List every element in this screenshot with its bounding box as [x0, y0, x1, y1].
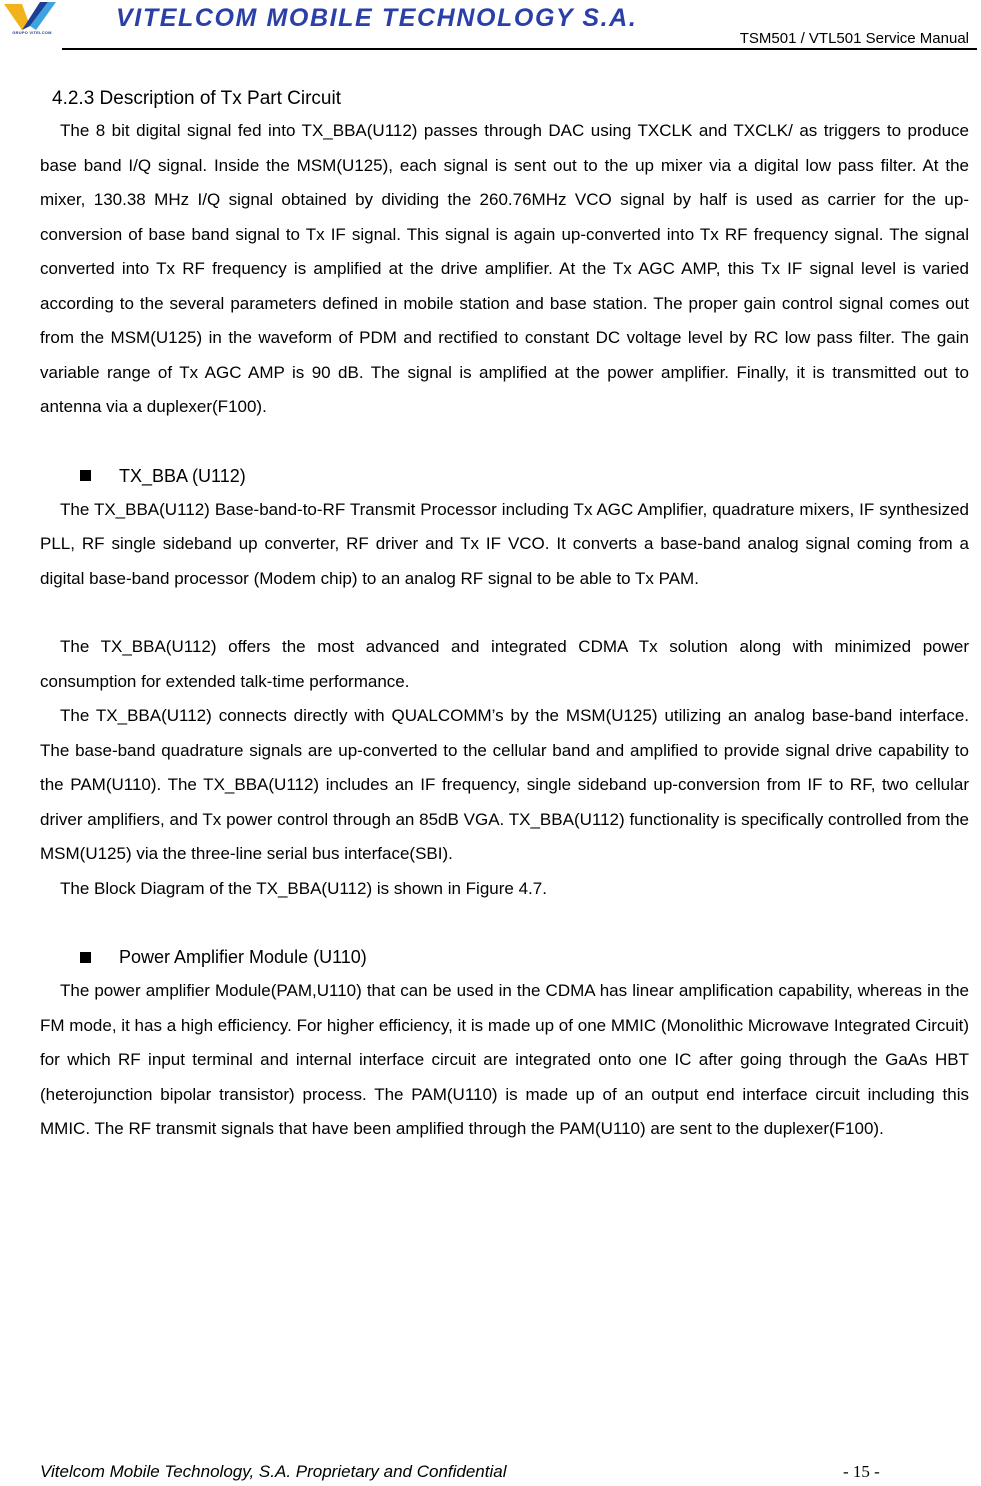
bullet-square-icon — [80, 952, 91, 963]
section-title: 4.2.3 Description of Tx Part Circuit — [52, 88, 341, 109]
txbba-heading — [80, 459, 969, 493]
txbba-paragraph-1: The TX_BBA(U112) Base-band-to-RF Transmit Processor including Tx AGC Amplifier, quadrature mixers, IF synthesized PLL, RF single sideband up converter, RF driver and Tx IF VCO. It converts a base-band analog signal coming from a digital base-band processor (Modem chip) to an analog RF signal to be able to Tx PAM. — [40, 499, 969, 588]
spacer — [40, 425, 969, 459]
pam-paragraph: The power amplifier Module(PAM,U110) that can be used in the CDMA has linear amplification capability, whereas in the FM mode, it has a high efficiency. For higher efficiency, it is made up of one MMIC (Monolithic Microwave Integrated Circuit) for which RF input terminal and internal interface circuit are integrated onto one IC after going through the GaAs HBT (heterojunction bipolar transistor) process. The PAM(U110) is made up of an output end interface circuit including this MMIC. The RF transmit signals that have been amplified through the PAM(U110) are sent to the duplexer(F100). — [40, 981, 969, 1138]
page-header — [0, 0, 981, 52]
txbba-paragraph-2: The TX_BBA(U112) offers the most advanced and integrated CDMA Tx solution along with minimized power consumption for extended talk-time performance. — [40, 637, 969, 691]
intro-paragraph: The 8 bit digital signal fed into TX_BBA(U112) passes through DAC using TXCLK and TXCLK/ as triggers to produce base band I/Q signal. Inside the MSM(U125), each signal is sent out to the up mixer via a digital low pass filter. At the mixer, 130.38 MHz I/Q signal obtained by dividing the 260.76MHz VCO signal by half is used as carrier for the up-conversion of base band signal to Tx IF signal. This signal is again up-converted into Tx RF frequency signal. The signal converted into Tx RF frequency is amplified at the drive amplifier. At the Tx AGC AMP, this Tx IF signal level is varied according to the several parameters defined in mobile station and base station. The proper gain control signal comes out from the MSM(U125) in the waveform of PDM and rectified to constant DC voltage level by RC low pass filter. The gain variable range of Tx AGC AMP is 90 dB. The signal is amplified at the power amplifier. Finally, it is transmitted out to antenna via a duplexer(F100). — [40, 121, 969, 416]
pam-heading-text: Power Amplifier Module (U110) — [119, 947, 367, 967]
manual-title: TSM501 / VTL501 Service Manual — [739, 30, 969, 47]
page-number: - 15 - — [843, 1462, 880, 1481]
txbba-paragraph-4: The Block Diagram of the TX_BBA(U112) is shown in Figure 4.7. — [60, 878, 547, 898]
page-footer — [40, 1462, 940, 1486]
pam-heading — [80, 940, 969, 974]
header-divider — [62, 48, 977, 50]
txbba-heading-text: TX_BBA (U112) — [119, 465, 246, 486]
spacer — [40, 906, 969, 940]
logo-caption: GRUPO VITELCOM — [12, 30, 52, 35]
footer-confidential: Vitelcom Mobile Technology, S.A. Proprietary and Confidential — [40, 1462, 507, 1481]
bullet-square-icon — [80, 470, 91, 481]
page-content — [40, 84, 969, 1147]
txbba-paragraph-3: The TX_BBA(U112) connects directly with QUALCOMM’s by the MSM(U125) utilizing an analog base-band interface. The base-band quadrature signals are up-converted to the cellular band and amplified to provide signal drive capability to the PAM(U110). The TX_BBA(U112) includes an IF frequency, single sideband up-conversion from IF to RF, two cellular driver amplifiers, and Tx power control through an 85dB VGA. TX_BBA(U112) functionality is specifically controlled from the MSM(U125) via the three-line serial bus interface(SBI). — [40, 706, 969, 863]
company-name: VITELCOM MOBILE TECHNOLOGY S.A. — [116, 4, 638, 32]
spacer — [40, 596, 969, 630]
